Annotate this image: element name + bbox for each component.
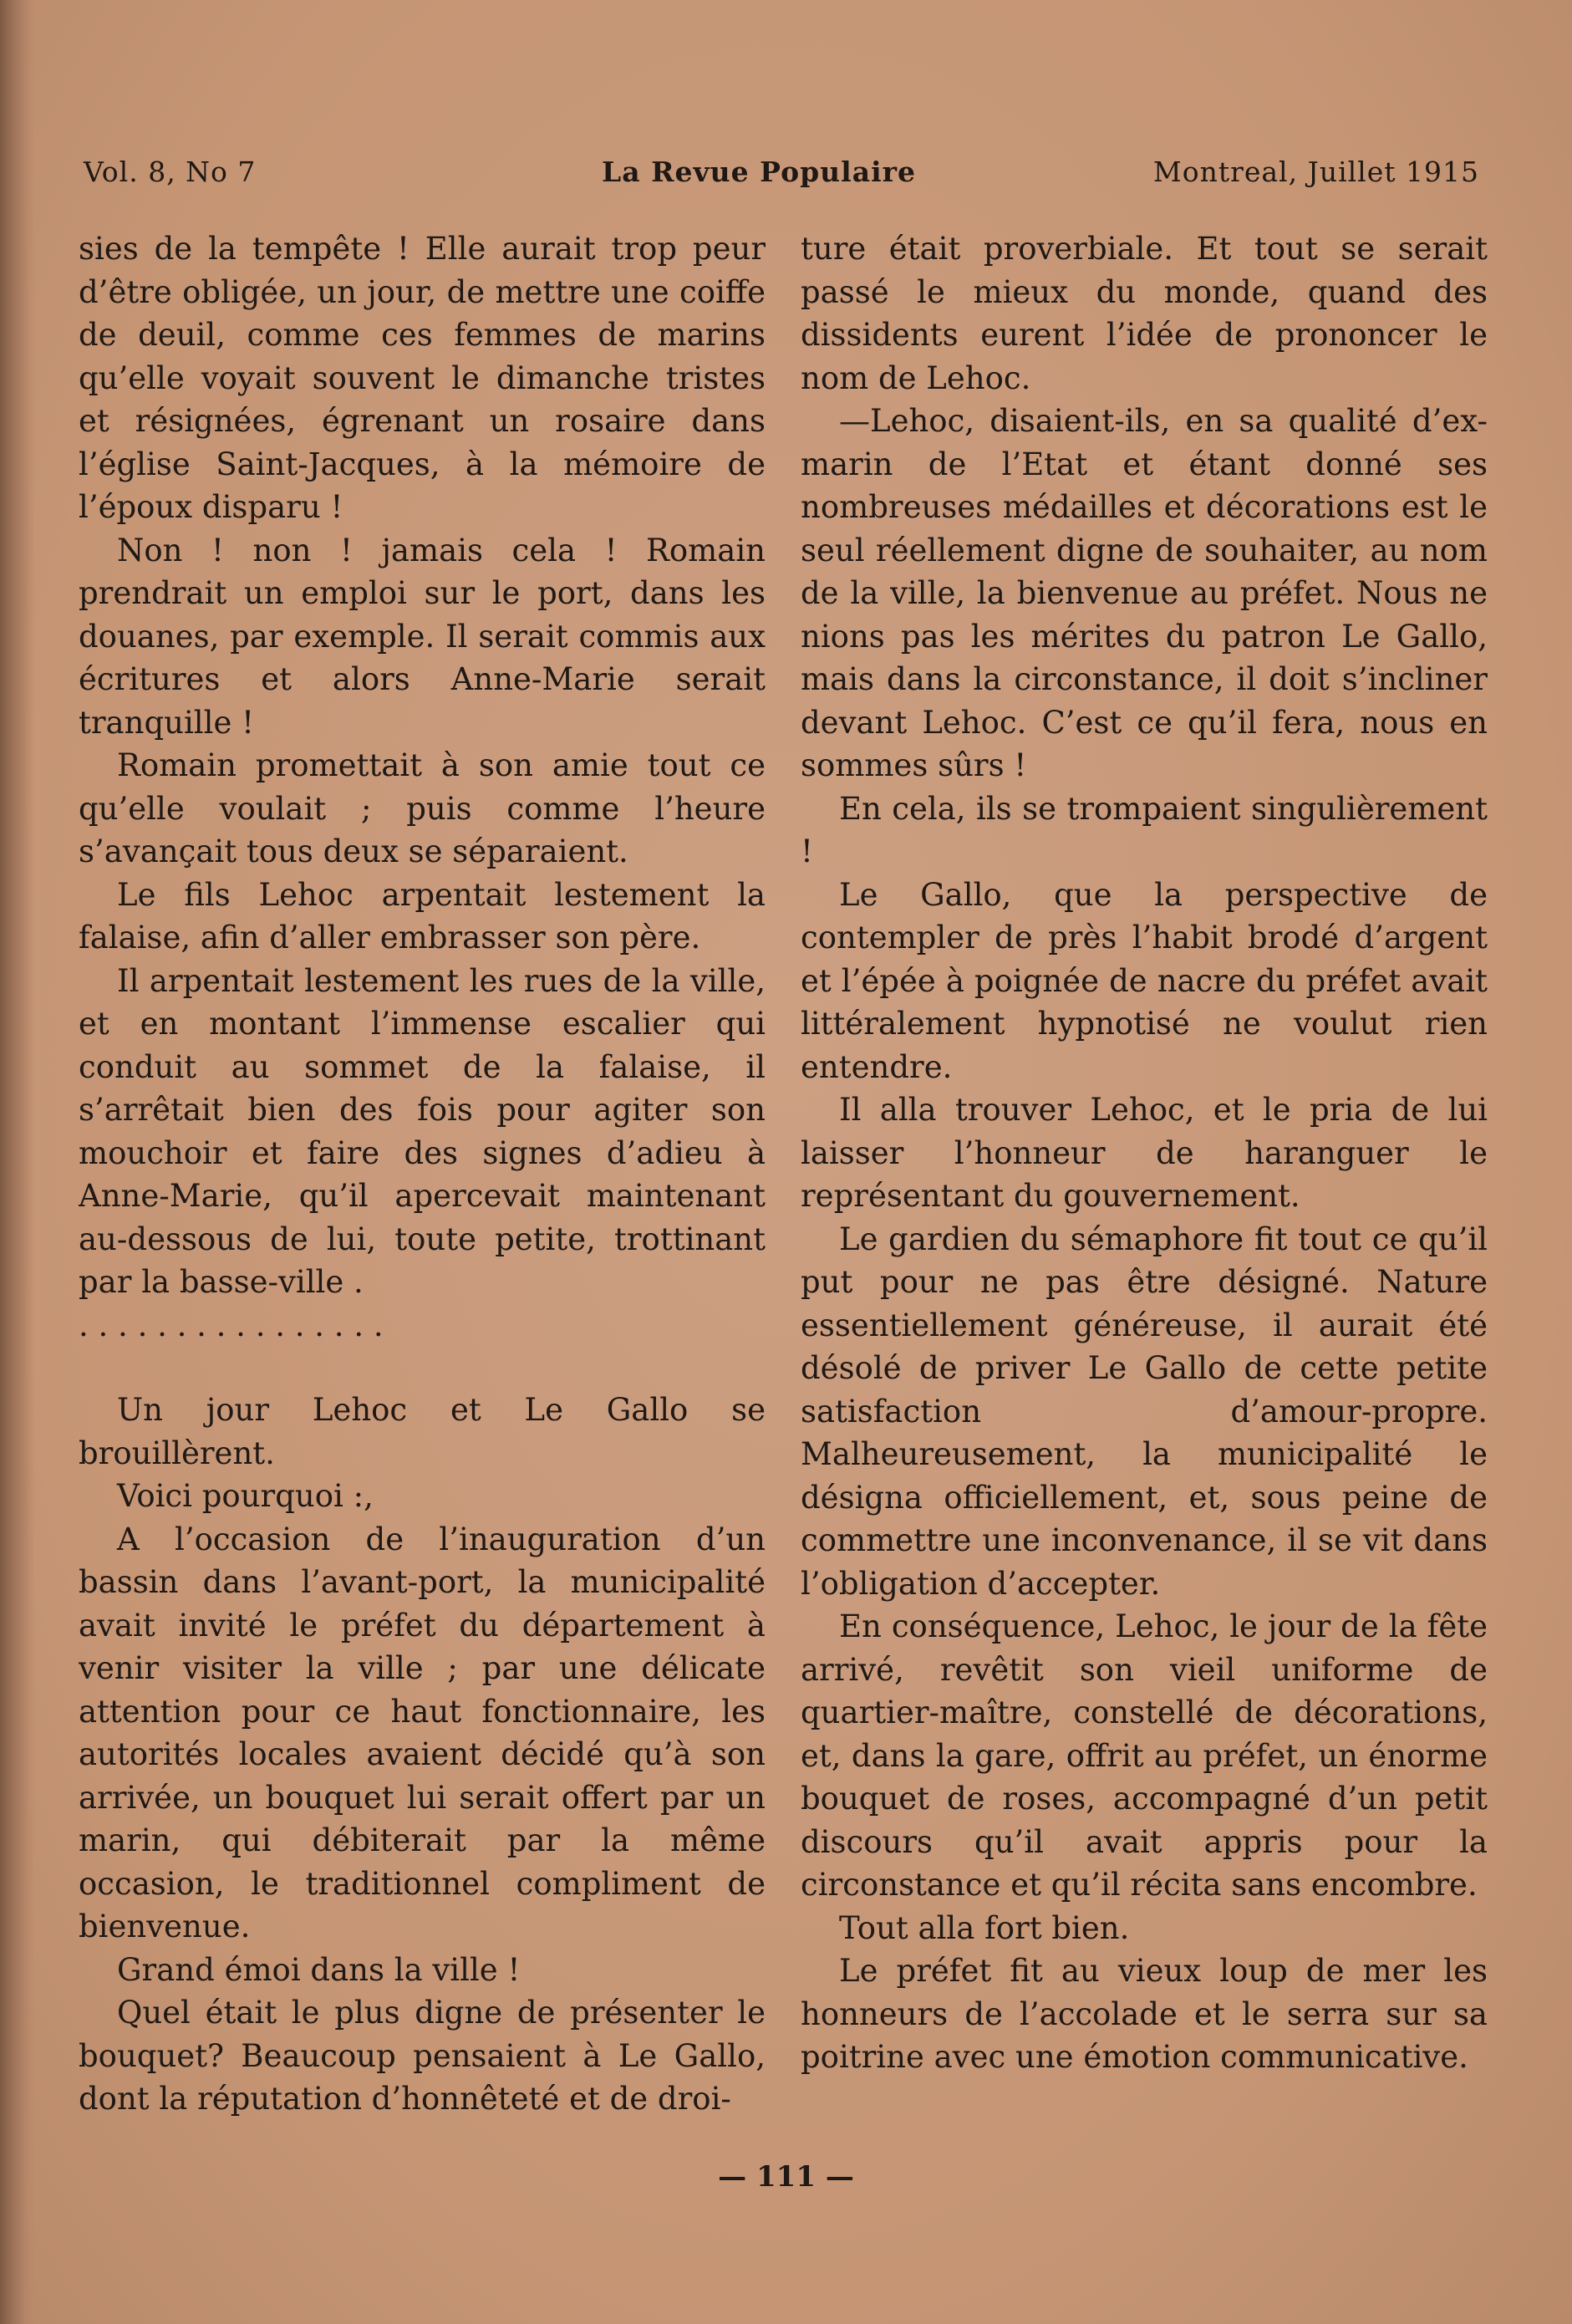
paragraph: ture était proverbiale. Et tout se serait passé le mieux du monde, quand des dissidents eurent l’idée de prononcer le nom de Lehoc.: [801, 231, 1488, 396]
paragraph: Voici pourquoi :,: [117, 1478, 374, 1514]
paragraph: —Lehoc, disaient-ils, en sa qualité d’ex-marin de l’Etat et étant donné ses nombreuses médailles et décorations est le seul réellement digne de souhaiter, au nom de la ville, la bienvenue au préfet. Nous ne nions pas les mérites du patron Le Gallo, mais dans la circonstance, il doit s’incliner devant Lehoc. C’est ce qu’il fera, nous en sommes sûrs !: [801, 403, 1488, 783]
paragraph: Non ! non ! jamais cela ! Romain prendrait un emploi sur le port, dans les douanes, par exemple. Il serait commis aux écritures et alors Anne-Marie serait tranquille !: [79, 532, 766, 741]
paragraph: En conséquence, Lehoc, le jour de la fête arrivé, revêtit son vieil uniforme de quartier-maître, constellé de décorations, et, dans la gare, offrit au préfet, un énorme bouquet de roses, accompagné d’un petit discours qu’il avait appris pour la circonstance et qu’il récita sans encombre.: [801, 1608, 1488, 1903]
place-date: Montreal, Juillet 1915: [1152, 155, 1479, 188]
paragraph: Tout alla fort bien.: [839, 1909, 1130, 1946]
paragraph: A l’occasion de l’inauguration d’un bassin dans l’avant-port, la municipalité avait invité le préfet du département à venir visiter la ville ; par une délicate attention pour ce haut fonctionnaire, les autorités locales avaient décidé qu’à son arrivée, un bouquet lui serait offert par un marin, qui débiterait par la même occasion, le traditionnel compliment de bienvenue.: [79, 1521, 766, 1944]
paragraph: Il arpentait lestement les rues de la ville, et en montant l’immense escalier qui conduit au sommet de la falaise, il s’arrêtait bien des fois pour agiter son mouchoir et faire des signes d’adieu à Anne-Marie, qu’il apercevait maintenant au-dessous de lui, toute petite, trottinant par la basse-ville .: [79, 962, 766, 1300]
volume-number: Vol. 8, No 7: [84, 155, 257, 188]
paragraph: Le préfet fit au vieux loup de mer les honneurs de l’accolade et le serra sur sa poitrine avec une émotion communicative.: [801, 1953, 1488, 2075]
page-number: — 111 —: [718, 2160, 854, 2194]
journal-title: La Revue Populaire: [602, 155, 916, 188]
paragraph: Il alla trouver Lehoc, et le pria de lui laisser l’honneur de haranguer le représentant du gouvernement.: [801, 1092, 1488, 1214]
right-text-column: [801, 227, 1488, 2133]
section-separator-dots: . . . . . . . . . . . . . . . .: [79, 1307, 384, 1343]
paragraph: Romain promettait à son amie tout ce qu’elle voulait ; puis comme l’heure s’avançait tous deux se séparaient.: [79, 747, 766, 869]
paragraph: Grand émoi dans la ville !: [117, 1951, 521, 1988]
paragraph: En cela, ils se trompaient singulièrement !: [801, 790, 1488, 869]
paragraph: Le gardien du sémaphore fit tout ce qu’il put pour ne pas être désigné. Nature essentiellement généreuse, il aurait été désolé de priver Le Gallo de cette petite satisfaction d’amour-propre. Malheureusement, la municipalité le désigna officiellement, et, sous peine de commettre une inconvenance, il se vit dans l’obligation d’accepter.: [801, 1221, 1488, 1602]
paragraph: Quel était le plus digne de présenter le bouquet? Beaucoup pensaient à Le Gallo, dont la réputation d’honnêteté et de droi-: [79, 1995, 766, 2117]
left-text-column: [79, 227, 766, 2133]
paragraph: Le fils Lehoc arpentait lestement la falaise, afin d’aller embrasser son père.: [79, 876, 766, 956]
section-gap: [79, 1347, 766, 1389]
paragraph: Le Gallo, que la perspective de contempler de près l’habit brodé d’argent et l’épée à poignée de nacre du préfet avait littéralement hypnotisé ne voulut rien entendre.: [801, 876, 1488, 1085]
page-binding-shadow: [0, 0, 35, 2324]
running-header: [84, 155, 1479, 199]
paragraph: Un jour Lehoc et Le Gallo se brouillèrent.: [79, 1392, 766, 1471]
paragraph: sies de la tempête ! Elle aurait trop peur d’être obligée, un jour, de mettre une coiffe de deuil, comme ces femmes de marins qu’elle voyait souvent le dimanche tristes et résignées, égrenant un rosaire dans l’église Saint-Jacques, à la mémoire de l’époux disparu !: [79, 231, 766, 525]
